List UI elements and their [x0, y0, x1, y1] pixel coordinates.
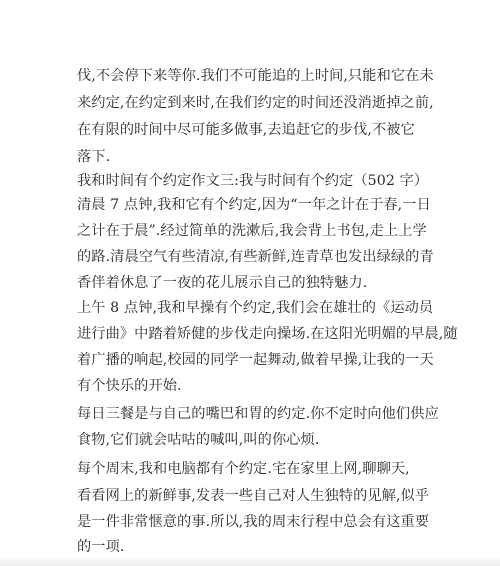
section-heading: 我和时间有个约定作文三:我与时间有个约定（502 字） — [77, 173, 429, 189]
text-line: 有个快乐的开始. — [77, 378, 182, 394]
text-line: 每日三餐是与自己的嘴巴和胃的约定.你不定时向他们供应 — [77, 406, 439, 422]
text-line: 的路.清晨空气有些清凉,有些新鲜,连青草也发出绿绿的青 — [77, 249, 434, 265]
text-line: 清晨 7 点钟,我和它有个约定,因为“一年之计在于春,一日 — [77, 197, 431, 213]
text-line: 上午 8 点钟,我和早操有个约定,我们会在雄壮的《运动员 — [77, 300, 434, 316]
text-line: 是一件非常惬意的事.所以,我的周末行程中总会有这重要 — [77, 514, 430, 530]
text-line: 看看网上的新鲜事,发表一些自己对人生独特的见解,似乎 — [77, 488, 430, 504]
page-bottom-edge — [0, 556, 500, 566]
text-line: 落下. — [77, 149, 111, 165]
text-line: 之计在于晨”.经过简单的洗漱后,我会背上书包,走上上学 — [77, 223, 427, 239]
text-line: 着广播的响起,校园的同学一起舞动,做着早操,让我的一天 — [77, 352, 434, 368]
text-line: 的一项. — [77, 539, 125, 555]
text-line: 食物,它们就会咕咕的喊叫,叫的你心烦. — [77, 432, 320, 448]
text-line: 进行曲》中踏着矫健的步伐走向操场.在这阳光明媚的早晨,随 — [77, 326, 458, 342]
text-line: 伐,不会停下来等你.我们不可能追的上时间,只能和它在未 — [77, 68, 434, 84]
text-line: 来约定,在约定到来时,在我们约定的时间还没消逝掉之前, — [77, 95, 434, 111]
text-line: 每个周末,我和电脑都有个约定.宅在家里上网,聊聊天, — [77, 461, 410, 477]
text-line: 在有限的时间中尽可能多做事,去追赶它的步伐,不被它 — [77, 122, 415, 138]
text-line: 香伴着休息了一夜的花儿展示自己的独特魅力. — [77, 275, 368, 291]
